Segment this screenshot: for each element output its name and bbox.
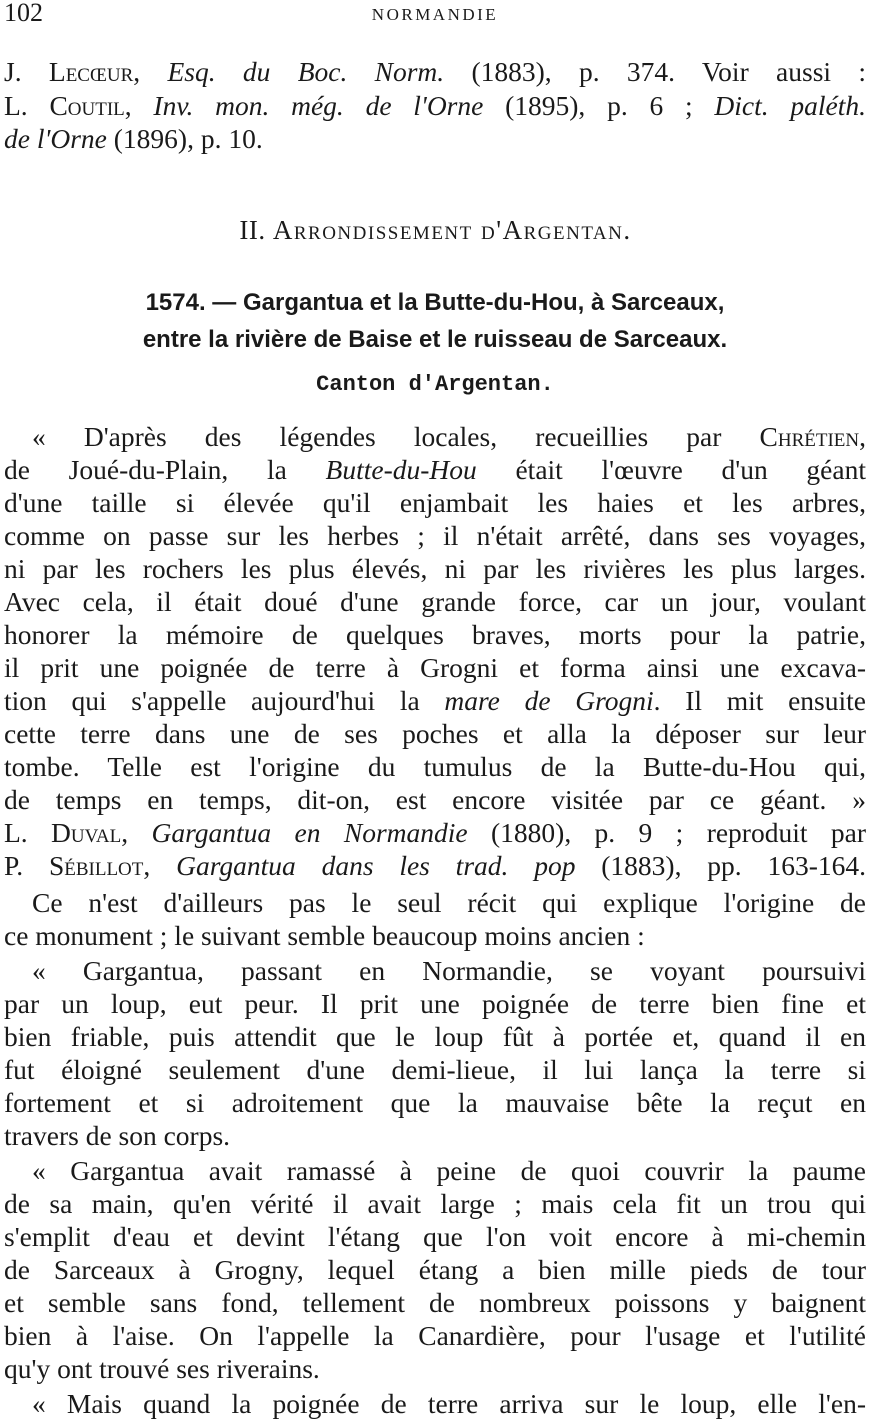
author-name: Coutil xyxy=(49,90,125,121)
page-number: 102 xyxy=(4,0,43,27)
text-line: tion qui s'appelle aujourd'hui la mare de Grogni. Il mit ensuite xyxy=(4,685,866,716)
citation-line: P. Sébillot, Gargantua dans les trad. pop (1883), pp. 163-164. xyxy=(4,850,866,881)
canton-heading: Canton d'Argentan. xyxy=(316,372,554,397)
text-line: tombe. Telle est l'origine du tumulus de la Butte-du-Hou qui, xyxy=(4,751,866,782)
text-line: il prit une poignée de terre à Grogni et forma ainsi une excava- xyxy=(4,652,866,683)
text-line: comme on passe sur les herbes ; il n'était arrêté, dans ses voyages, xyxy=(4,520,866,551)
text-line: « Gargantua avait ramassé à peine de quoi couvrir la paume xyxy=(32,1155,866,1186)
text-line: de temps en temps, dit-on, est encore visitée par ce géant. » xyxy=(4,784,866,815)
text-line: bien à l'aise. On l'appelle la Canardière, pour l'usage et l'utilité xyxy=(4,1320,866,1351)
text-line: s'emplit d'eau et devint l'étang que l'on voit encore à mi-chemin xyxy=(4,1221,866,1252)
text-line: honorer la mémoire de quelques braves, morts pour la patrie, xyxy=(4,619,866,650)
text-line: par un loup, eut peur. Il prit une poignée de terre bien fine et xyxy=(4,988,866,1019)
text-line: et semble sans fond, tellement de nombreux poissons y baignent xyxy=(4,1287,866,1318)
text-line: fut éloigné seulement d'une demi-lieue, il lui lança la terre si xyxy=(4,1054,866,1085)
entry-heading: 1574. — Gargantua et la Butte-du-Hou, à Sarceaux, xyxy=(145,289,725,316)
author-name: Lecœur xyxy=(48,56,134,87)
text-line: « Gargantua, passant en Normandie, se voyant poursuivi xyxy=(32,955,866,986)
work-title: Inv. mon. még. de l'Orne xyxy=(153,90,484,121)
text-line: « Mais quand la poignée de terre arriva sur le loup, elle l'en- xyxy=(32,1388,866,1419)
reference-line: L. Coutil, Inv. mon. még. de l'Orne (1895), p. 6 ; Dict. paléth. xyxy=(4,90,866,121)
text-line: bien friable, puis attendit que le loup fût à portée et, quand il en xyxy=(4,1021,866,1052)
work-title: Dict. paléth. xyxy=(714,90,866,121)
text-line: « D'après des légendes locales, recueillies par Chrétien, xyxy=(32,421,866,452)
reference-line: de l'Orne (1896), p. 10. xyxy=(4,123,263,154)
work-title: Esq. du Boc. Norm. xyxy=(167,56,445,87)
text-line: qu'y ont trouvé ses riverains. xyxy=(4,1353,320,1384)
text-line: de Joué-du-Plain, la Butte-du-Hou était l'œuvre d'un géant xyxy=(4,454,866,485)
text-line: de Sarceaux à Grogny, lequel étang a bien mille pieds de tour xyxy=(4,1254,866,1285)
text-line: ce monument ; le suivant semble beaucoup moins ancien : xyxy=(4,920,645,951)
text-line: d'une taille si élevée qu'il enjambait les haies et les arbres, xyxy=(4,487,866,518)
reference-line: J. Lecœur, Esq. du Boc. Norm. (1883), p. 374. Voir aussi : xyxy=(4,56,866,87)
running-head xyxy=(4,0,866,30)
text-line: ni par les rochers les plus élevés, ni par les rivières les plus larges. xyxy=(4,553,866,584)
work-title: de l'Orne xyxy=(4,123,107,154)
citation-line: L. Duval, Gargantua en Normandie (1880), p. 9 ; reproduit par xyxy=(4,817,866,848)
text-line: Avec cela, il était doué d'une grande force, car un jour, voulant xyxy=(4,586,866,617)
text-line: Ce n'est d'ailleurs pas le seul récit qui explique l'origine de xyxy=(32,887,866,918)
text-line: fortement et si adroitement que la mauvaise bête la reçut en xyxy=(4,1087,866,1118)
text-line: de sa main, qu'en vérité il avait large ; mais cela fit un trou qui xyxy=(4,1188,866,1219)
text-line: travers de son corps. xyxy=(4,1120,231,1151)
text-line: cette terre dans une de ses poches et alla la déposer sur leur xyxy=(4,718,866,749)
entry-heading: entre la rivière de Baise et le ruisseau de Sarceaux. xyxy=(142,326,728,353)
running-title: NORMANDIE xyxy=(371,5,499,24)
section-heading: II. Arrondissement d'Argentan. xyxy=(239,215,631,245)
